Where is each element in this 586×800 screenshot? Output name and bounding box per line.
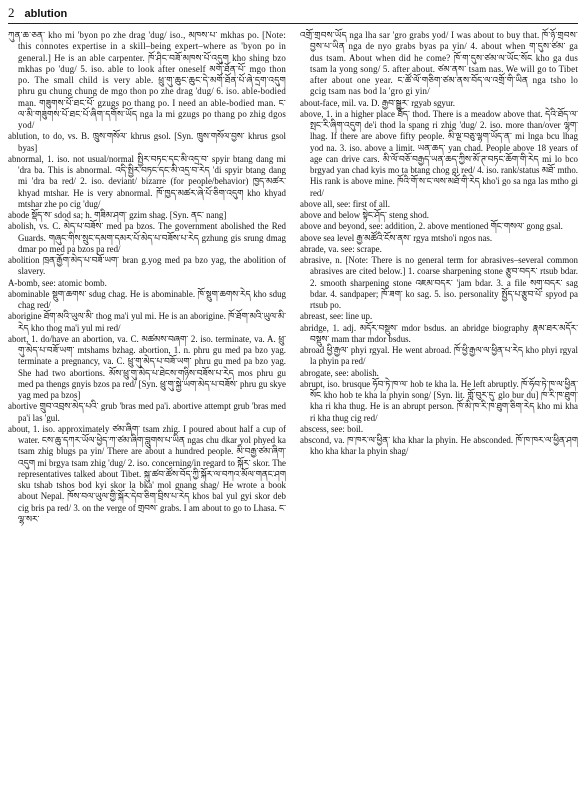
dictionary-entry: abscond, va. ཁ་ཁར་ལ་ཕྱིན་ kha khar la phyin. He absconded. ཁོ་ཁ་ཁར་ལ་ཕྱིན་ཤག kho kha khar la phyin shag/: [300, 435, 578, 457]
dictionary-entry: ཀུན་ཆ་ཅན་ kho mi 'byon po zhe drag 'dug/ iso., མཁས་པ་ mkhas po. [Note: this connotes expertise in a skill–being expert–where as 'byon po in general.] He is an able carpenter. ཁོ་ཤིང་བཟོ་མཁས་པོ་འདུག kho shing bzo mkhas po 'dug/ 5. iso. able to look after oneself མགོ་ཐོན་པོ་ mgo thon po. The small child is very able. ཕྲུ་གུ་ཆུང་ཆུང་དེ་མགོ་ཐོན་པོ་ཞེ་དྲག་འདུག phru gu chung chung de mgo thon po zhe drag 'dug/ 6. iso. able-bodied man. གཟུགས་པོ་ཐང་པོ་ gzugs po thang po. I need an able-bodied man. ང་ལ་མི་གཟུགས་པོ་ཐང་པོ་ཞིག་དགོས་ཡོད nga la mi gzugs po thang po zhig dgos yod/: [8, 30, 286, 130]
dictionary-entry: aborigine ཐོག་མའི་ཡུལ་མི་ thog ma'i yul mi. He is an aborigine. ཁོ་ཐོག་མའི་ཡུལ་མི་རེད kho thog ma'i yul mi red/: [8, 311, 286, 333]
dictionary-entry: above and below སྟེང་ཤོད་ steng shod.: [300, 210, 430, 220]
dictionary-entry: A-bomb, see: atomic bomb.: [8, 277, 107, 288]
dictionary-entry: abnormal, 1. iso. not usual/normal སྤྱིར་བཏང་དང་མི་འདྲ་བ་ spyir btang dang mi 'dra ba. This is abnormal. འདི་སྤྱིར་བཏང་དང་མི་འདྲ་བ་རེད 'di spyir btang dang mi 'dra ba red/ 2. iso. deviant/ bizarre (for people/behavior) ཁྱད་མཚར་ khyad mtshar. He is very abnormal. ཁོ་ཁྱད་མཚར་ཞེ་པོ་ཅིག་འདུག kho khyad mtshar zhe po cig 'dug/: [8, 153, 286, 209]
running-head: [8, 5, 578, 24]
dictionary-entry: above all, see: first of all.: [300, 198, 390, 209]
dictionary-entry: abort, 1. do/have an abortion, va. C. མཚམས་བཞག་ 2. iso. terminate, va. A. ཕྲུ་གུ་མེད་པ་བཟོ་ཡག་ mtshams bzhag. abortion, 1. n. phru gu med pa bzo yag. terminate a pregnancy, va. C. ཕྲུ་གུ་མེད་པ་བཟོ་ཡག་ phru gu med pa bzo yag. She had two abortions. མོས་ཕྲུ་གུ་མེད་པ་ཐེངས་གཉིས་བཟོས་པ་རེད mos phru gu med pa thengs gnyis bzos pa red/ [Syn. ཕྲུ་གུ་སྐྱེ་ཡག་མེད་པ་བཟོས་ phru gu skye yag med pa bzos]: [8, 333, 286, 400]
dictionary-entry: above, 1. in a higher place ཐོད་ thod. There is a meadow above that. དེའི་ཐོད་ལ་སྤང་རི་ཞིག་འདུག de'i thod la spang ri zhig 'dug/ 2. iso. more than/over ལྷག་ lhag. If there are above fifty people. མི་ལྔ་བཅུ་ལྷག་ཡོད་ན་ mi lnga bcu lhag yod na. 3. iso. above a limit. ཡན་ཆད་ yan chad. People above 18 years of age can drive cars. མི་ལོ་བཅོ་བརྒྱད་ཡན་ཆད་ཀྱིས་མོ་ཊ་བཏང་ཆོག་གི་རེད mi lo bco brgyad yan chad kyis mo ta btang chog gi red/ 4. iso. rank/status མཐོ་ mtho. His rank is above mine. ཁོའི་གོ་ས་ང་ལས་མཐོ་གི་རེད kho'i go sa nga las mtho gi red/: [300, 108, 578, 198]
left-column: [8, 30, 286, 525]
dictionary-entry: abrogate, see: abolish.: [300, 367, 379, 378]
dictionary-entry: abrade, va. see: scrape.: [300, 243, 382, 254]
dictionary-entry: abreast, see: line up.: [300, 311, 373, 322]
dictionary-entry: abortive གྲུབ་འབྲས་མེད་པའི་ grub 'bras med pa'i. abortive attempt grub 'bras med pa'i las 'gul.: [8, 401, 286, 423]
dictionary-entry: abode སྡོད་ས་ sdod sa; h. གཟིམ་ཤག་ gzim shag. [Syn. ནང་ nang]: [8, 210, 227, 220]
right-column: [300, 30, 578, 525]
dictionary-entry: abrupt, iso. brusque ཧོབ་ཏེ་ཁ་ལ་ hob te kha la. He left abruptly. ཁོ་ཧོབ་ཏེ་ཁ་ལ་ཕྱིན་སོང kho hob te kha la phyin song/ [Syn. lit. གློ་བུར་དུ་ glo bur du] ཁ་རི་ཁ་ཐུག་ kha ri kha thug. He is an abrupt person. ཁོ་མི་ཁ་རི་ཁ་ཐུག་ཅིག་རེད kho mi kha ri kha thug cig red/: [300, 378, 578, 423]
dictionary-entry: about-face, mil. va. D. རྒྱབ་སྒྱུར་ rgyab sgyur.: [300, 97, 455, 108]
dictionary-entry: above and beyond, see: addition, 2. above mentioned གོང་གསལ་ gong gsal.: [300, 221, 563, 232]
dictionary-entry: abroad ཕྱི་རྒྱལ་ phyi rgyal. He went abroad. ཁོ་ཕྱི་རྒྱལ་ལ་ཕྱིན་པ་རེད kho phyi rgyal la phyin pa red/: [300, 345, 578, 367]
dictionary-entry: abrasive, n. [Note: There is no general term for abrasives–several common abrasives are cited below.] 1. coarse sharpening stone རྩུབ་བདར་ rtsub bdar. 2. smooth sharpening stone འཇམ་བདར་ 'jam bdar. 3. a file སག་བདར་ sag bdar. 4. sandpaper; ཁོ་ཟག་ ko sag. 5. iso. personality སྤྱོད་པ་རྩུབ་པོ་ spyod pa rtsub po.: [300, 255, 578, 310]
dictionary-entry: abolition ཁྲན་རྒྱོག་མེད་པ་བཟོ་ཡག་ bran g.yog med pa bzo yag, the abolition of slavery.: [8, 255, 286, 277]
dictionary-entry: འགྲོ་གྲབས་ཡོད nga lha sar 'gro grabs yod/ I was about to buy that. ཁོ་ཉོ་གྲབས་བྱས་པ་ཡིན nga de nyo grabs byas pa yin/ 4. about when ག་དུས་ཙམ་ ga dus tsam. About when did he come? ཁོ་ག་དུས་ཙམ་ལ་ཡོང་སོང kho ga dus tsam la yong song/ 5. after about. ཙམ་ནས་ tsam nas. We will go to Tibet after about one year. ང་ཚོ་ལོ་གཅིག་ཙམ་ནས་བོད་ལ་འགྲོ་གི་ཡིན nga tsho lo gcig tsam nas bod la 'gro gi yin/: [300, 30, 578, 97]
dictionary-entry: abolish, vs. C. མེད་པ་བཟོས་ med pa bzos. The government abolished the Red Guards. གཞུང་གིས་སྲུང་དམག་དམར་པོ་མེད་པ་བཟོས་པ་རེད gzhung gis srung dmag dmar po med pa bzos pa red/: [8, 221, 286, 254]
dictionary-entry: ablution, to do, vs. B. ཁྲུས་གསོལ་ khrus gsol. [Syn. ཁྲུས་གསོལ་བྱས་ khrus gsol byas]: [8, 131, 286, 153]
page-number: 2: [8, 5, 15, 20]
guide-word: ablution: [24, 8, 68, 20]
dictionary-entry: abridge, 1. adj. མདོར་བསྡུས་ mdor bsdus. an abridge biography རྣམ་ཐར་མདོར་བསྡུས་ mam thar mdor bsdus.: [300, 322, 578, 344]
dictionary-entry: above sea level རྒྱ་མཚོའི་ངོས་ནས་ rgya mtsho'i ngos nas.: [300, 232, 493, 243]
dictionary-entry: abscess, see: boil.: [300, 423, 364, 434]
two-column-body: [8, 30, 578, 525]
dictionary-entry: abominable སྡུག་ཆགས་ sdug chag. He is abominable. ཁོ་སྡུག་ཆགས་རེད kho sdug chag red/: [8, 288, 286, 310]
dictionary-entry: about, 1. iso. approximately ཙམ་ཞིག་ tsam zhig. I poured about half a cup of water. ངས་ཆུ་དཀར་ཡོལ་ཕྱེད་ཀ་ཙམ་ཞིག་བླུགས་པ་ཡིན ngas chu dkar yol phyed ka tsam zhig blugs pa yin/ There are about a hundred people. མི་བརྒྱ་ཙམ་ཞིག་འདུག mi brgya tsam zhig 'dug/ 2. iso. concerning/in regard to སྐོར་ skor. The representatives talked about Tibet. སྐུ་ཚབ་ཚོས་བོད་ཀྱི་སྐོར་ལ་བཀའ་མོལ་གནང་ཤག sku tshab tshos bod kyi skor la bka' mol gnang shag/ He wrote a book about Nepal. ཁོས་བལ་ཡུལ་གྱི་སྐོར་དེབ་ཅིག་བྲིས་པ་རེད khos bal yul gyi skor deb cig bris pa red/ 3. on the verge of གྲབས་ grabs. I am about to go to Lhasa. ང་ལྷ་སར་: [8, 423, 286, 524]
